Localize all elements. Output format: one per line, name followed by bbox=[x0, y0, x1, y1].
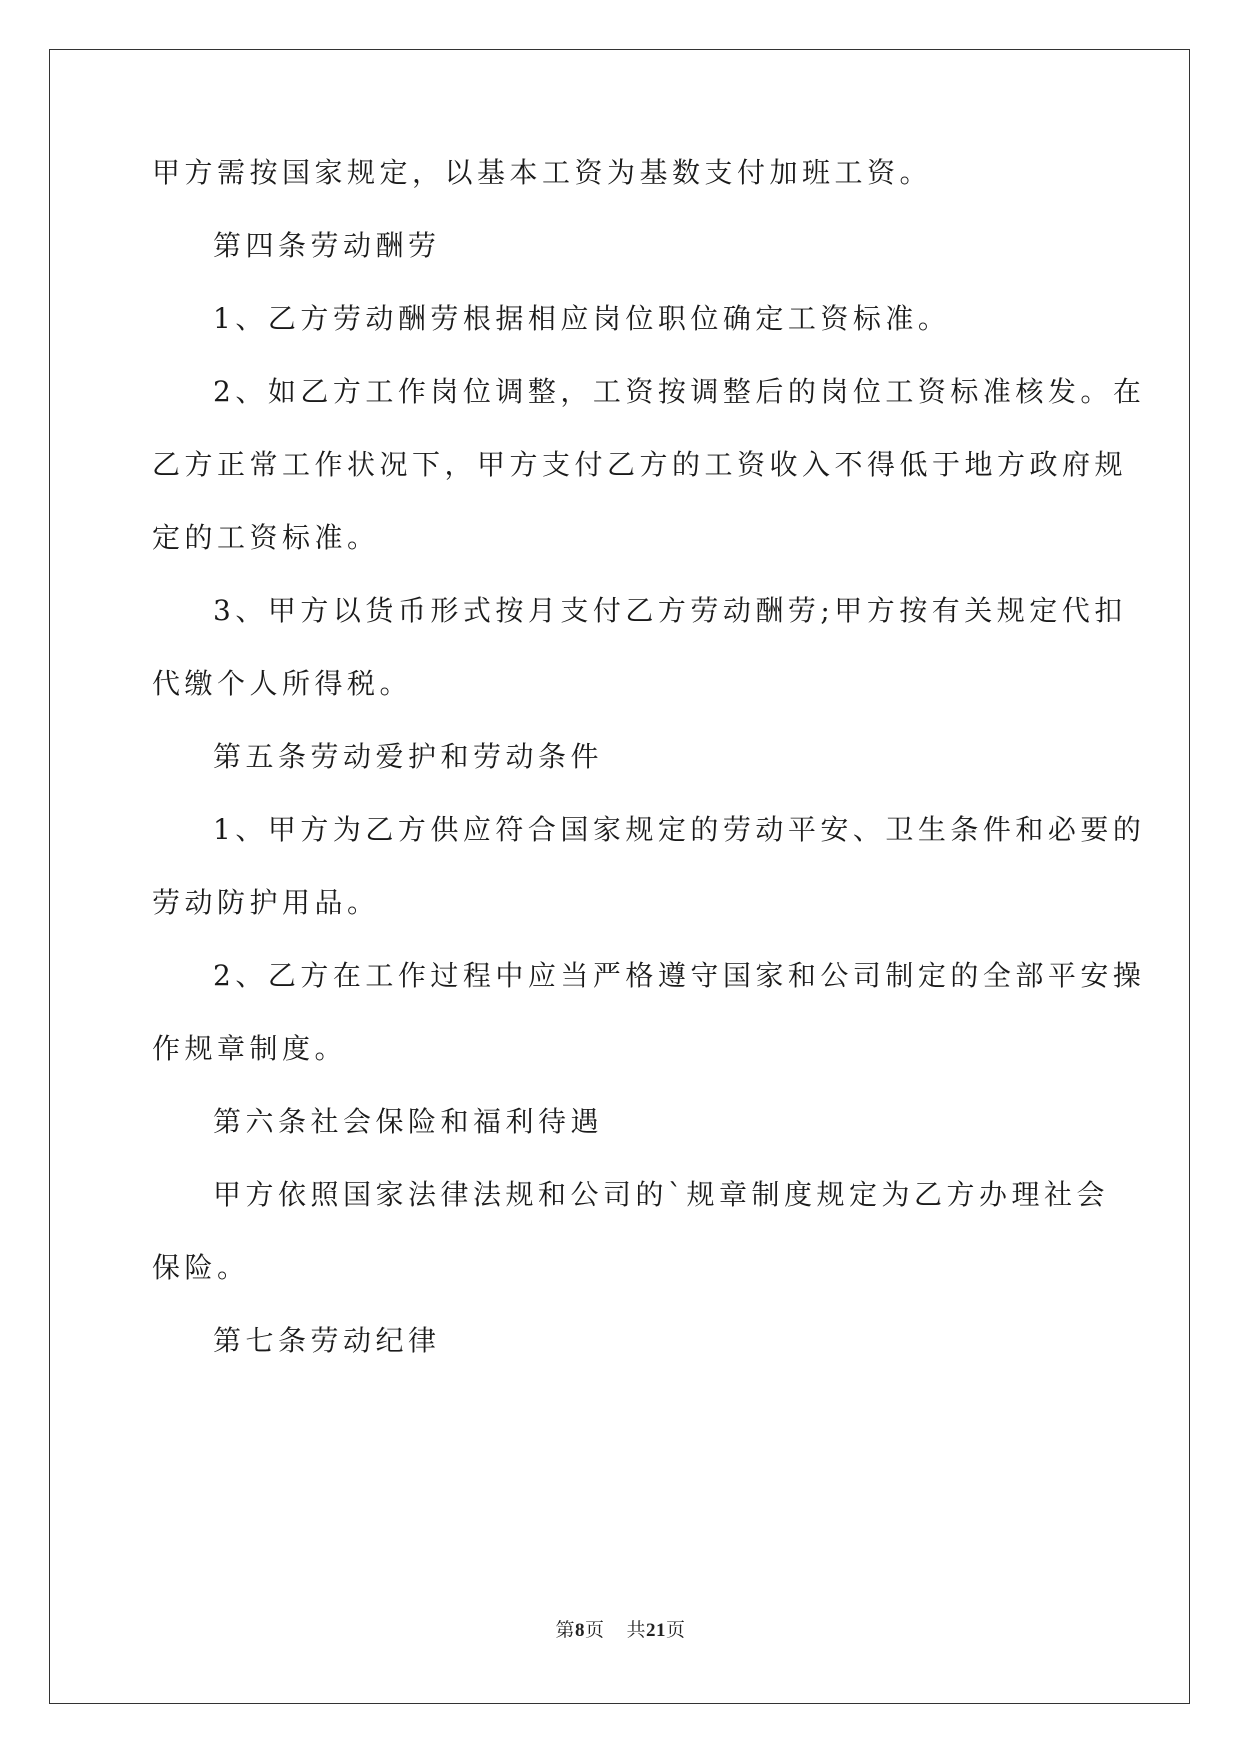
text-line: 1、乙方劳动酬劳根据相应岗位职位确定工资标准。 bbox=[213, 302, 951, 335]
text-line: 保险。 bbox=[152, 1251, 250, 1284]
text-line: 甲方依照国家法律法规和公司的`规章制度规定为乙方办理社会 bbox=[213, 1178, 1110, 1211]
page-current: 8 bbox=[574, 1620, 585, 1641]
page-total: 21 bbox=[646, 1620, 667, 1641]
section-heading: 第六条社会保险和福利待遇 bbox=[213, 1105, 604, 1138]
page-border bbox=[49, 49, 1190, 1704]
section-heading: 第五条劳动爱护和劳动条件 bbox=[213, 740, 604, 773]
section-heading: 第四条劳动酬劳 bbox=[213, 229, 441, 262]
text-line: 1、甲方为乙方供应符合国家规定的劳动平安、卫生条件和必要的 bbox=[213, 813, 1146, 846]
page-footer bbox=[0, 1618, 1241, 1643]
text-line: 2、如乙方工作岗位调整，工资按调整后的岗位工资标准核发。在 bbox=[213, 375, 1146, 408]
text-line: 2、乙方在工作过程中应当严格遵守国家和公司制定的全部平安操 bbox=[213, 959, 1146, 992]
text-line: 代缴个人所得税。 bbox=[152, 667, 413, 700]
total-suffix: 页 bbox=[666, 1619, 686, 1641]
total-prefix: 共 bbox=[626, 1619, 647, 1641]
text-line: 甲方需按国家规定，以基本工资为基数支付加班工资。 bbox=[152, 156, 933, 189]
text-line: 乙方正常工作状况下，甲方支付乙方的工资收入不得低于地方政府规 bbox=[152, 448, 1128, 481]
page-prefix: 第 bbox=[555, 1619, 575, 1641]
section-heading: 第七条劳动纪律 bbox=[213, 1324, 441, 1357]
text-line: 作规章制度。 bbox=[152, 1032, 348, 1065]
text-line: 劳动防护用品。 bbox=[152, 886, 380, 919]
text-line: 定的工资标准。 bbox=[152, 521, 380, 554]
text-line: 3、甲方以货币形式按月支付乙方劳动酬劳;甲方按有关规定代扣 bbox=[213, 594, 1127, 627]
page-suffix: 页 bbox=[584, 1619, 605, 1641]
